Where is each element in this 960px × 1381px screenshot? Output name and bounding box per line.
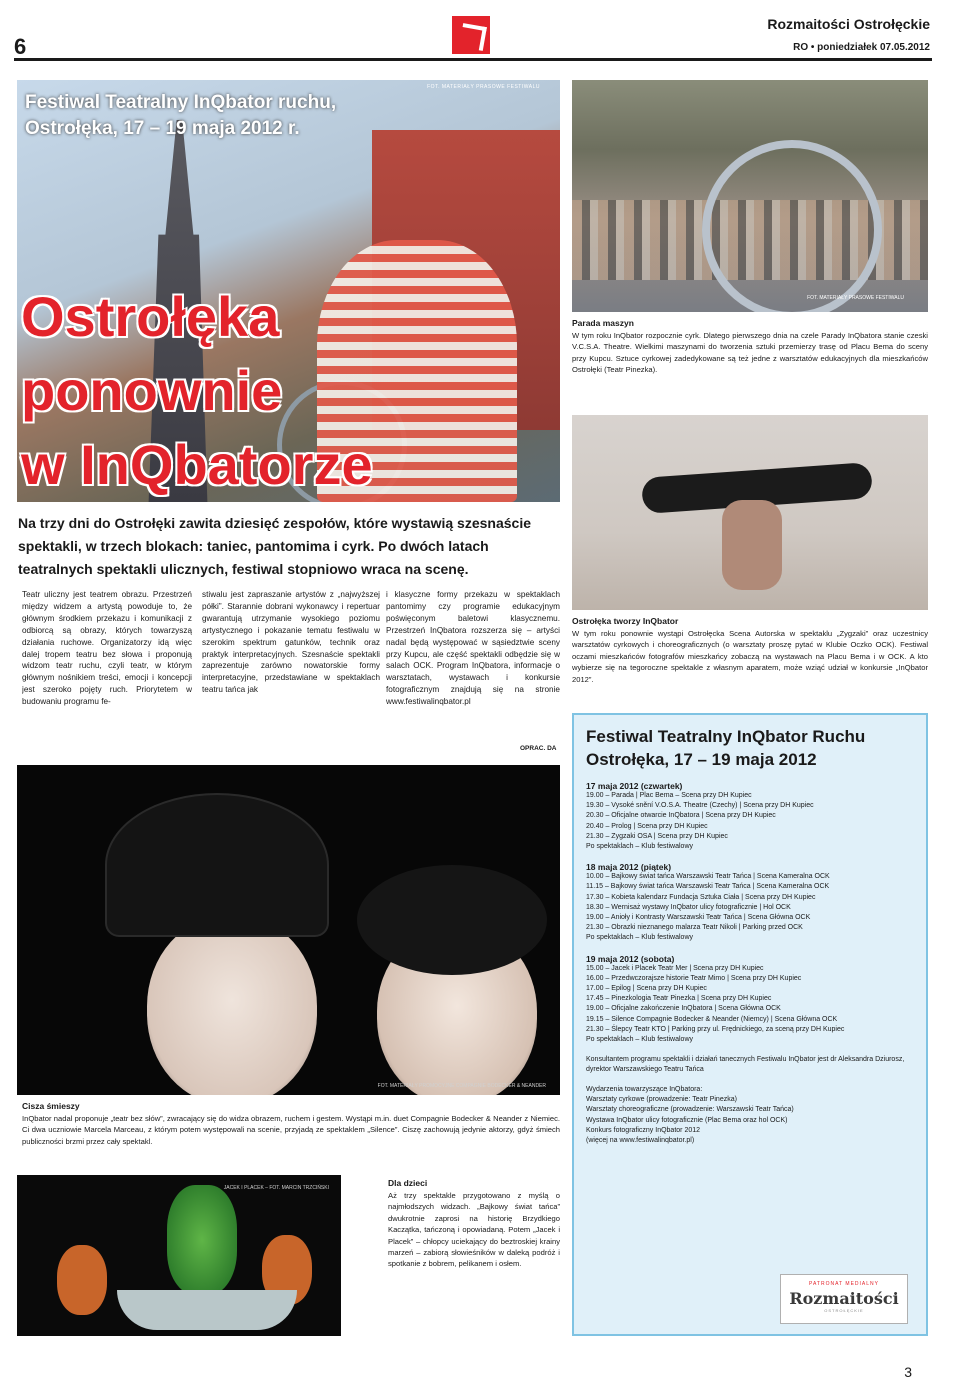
program-item: Po spektaklach – Klub festiwalowy — [586, 934, 693, 942]
program-item: 11.15 – Bajkowy świat tańca Warszawski Teatr Tańca | Scena Kameralna OCK — [586, 883, 830, 891]
header-rule — [14, 58, 932, 61]
program-day-title: 19 maja 2012 (sobota) — [586, 953, 675, 964]
media-patron-logo — [780, 1274, 908, 1324]
side-event-item: Konkurs fotograficzny InQbator 2012 — [586, 1126, 701, 1134]
mime-duo-photo — [17, 765, 560, 1095]
side-event-item: Warsztaty cyrkowe (prowadzenie: Teatr Pinezka) — [586, 1096, 737, 1104]
program-title-line: Festiwal Teatralny InQbator Ruchu — [586, 727, 866, 746]
parade-photo — [572, 80, 928, 312]
program-item: Po spektaklach – Klub festiwalowy — [586, 1036, 693, 1044]
beret-shape — [357, 865, 547, 975]
article-signature: OPRAC. DA — [520, 745, 557, 752]
puppet-figure-shape — [167, 1185, 237, 1295]
program-item: 17.30 – Kobieta kalendarz Fundacja Sztuka Ciała | Scena przy DH Kupiec — [586, 893, 816, 901]
dancer-photo — [572, 415, 928, 610]
bowl-shape — [117, 1290, 297, 1330]
caption-body: Aż trzy spektakle przygotowano z myślą o najmłodszych widzach. „Bajkowy świat tańca” dwukrotnie zaprosi na historię Brzydkiego Kaczątka, tańczoną i opowiadaną. Potem „Jacek i Placek” – chłopcy uciekający do beztroskiej krainy marzeń – zabiorą słowieśników w daleką podróż i spotkanie z bobrem, pelikanem i osłem. — [388, 1191, 560, 1269]
footer-page-number: 3 — [904, 1364, 912, 1380]
page-number: 6 — [14, 34, 27, 59]
program-day-title: 18 maja 2012 (piątek) — [586, 862, 672, 873]
side-event-item: (więcej na www.festiwalinqbator.pl) — [586, 1137, 695, 1145]
publication-name: Rozmaitości Ostrołęckie — [767, 16, 930, 32]
puppet-figure-shape — [57, 1245, 107, 1315]
program-item: 21.30 – Obrazki nieznanego malarza Teatr Nikoli | Parking przed OCK — [586, 924, 803, 932]
program-item: 17.45 – Pinezkologia Teatr Pinezka | Scena przy DH Kupiec — [586, 995, 772, 1003]
program-item: 20.30 – Oficjalne otwarcie InQbatora | Scena przy DH Kupiec — [586, 812, 776, 820]
caption-title: Parada maszyn — [572, 318, 634, 328]
program-consultant-note: Konsultantem programu spektakli i działań tanecznych Festiwalu InQbator jest dr Aleksandra Dziurosz, dyrektor Warszawskiego Teatru Tańca — [586, 1056, 905, 1074]
headline-line: ponownie — [21, 359, 283, 422]
newspaper-logo-icon — [452, 16, 490, 54]
photo-credit: FOT. MATERIAŁY PROMOCYJNE COMPAGNIE BODECKER & NEANDER — [377, 1083, 546, 1089]
program-item: 19.00 – Anioły i Kontrasty Warszawski Teatr Tańca | Scena Główna OCK — [586, 914, 811, 922]
festival-program-box — [572, 713, 928, 1336]
headline-line: w InQbatorze — [21, 433, 373, 496]
article-column-1: Teatr uliczny jest teatrem obrazu. Przestrzeń między widzem a artystą powoduje to, że głównym środkiem przekazu i komunikacji z odbiorcą są obrazy, których towarzyszą działania ruchowe. Organizatorzy idą więc dalej tropem teatru bez słowa i proponują widzom teatr ruchu, czyli teatr, w którym głównym nośnikiem treści, emocji i koncepcji jest szeroko pojęty ruch. Priorytetem w budowaniu programu fe- — [22, 590, 192, 707]
photo-credit: FOT. MATERIAŁY PRASOWE FESTIWALU — [427, 84, 540, 90]
program-item: Po spektaklach – Klub festiwalowy — [586, 843, 693, 851]
program-item: 19.00 – Parada | Plac Bema – Scena przy DH Kupiec — [586, 792, 752, 799]
article-column-3: i klasyczne formy przekazu w spektaklach pantomimy czy programie edukacyjnym poświęconym baletowi klasycznemu. Przestrzeń InQbatora rozszerza się – artyści nadal będą występować w sąsiedztwie sceny przy Kupcu, ale część spektakli odbędzie się w salach OCK. Program InQbatora, informacje o warsztatach, wystawach i konkursie fotograficznym znajdują się na stronie www.festiwalinqbator.pl — [386, 590, 560, 707]
caption-body: W tym roku InQbator rozpocznie cyrk. Dlatego pierwszego dnia na czele Parady InQbatora stanie czeski V.C.S.A. Theatre. Wielkimi maszynami do tworzenia sztuki przemierzy trasę od Placu Bema do sceny przy Kupcu. Sztuce cyrkowej zadedykowane są też jedne z warsztatów edukacyjnych dla mieszkańców Ostrołęki (Teatr Pinezka). — [572, 331, 928, 375]
program-item: 16.00 – Przedwczorajsze historie Teatr Mimo | Scena przy DH Kupiec — [586, 974, 802, 982]
program-item: 17.00 – Epilog | Scena przy DH Kupiec — [586, 985, 707, 993]
caption-title: Ostrołęka tworzy InQbator — [572, 616, 679, 626]
festival-title — [25, 90, 365, 142]
program-item: 21.30 – Ślepcy Teatr KTO | Parking przy ul. Frędnickiego, za sceną przy DH Kupiec — [586, 1025, 845, 1033]
logo-tag: PATRONAT MEDIALNY — [809, 1281, 879, 1287]
article-lead: Na trzy dni do Ostrołęki zawita dziesięć zespołów, które wystawią szesnaście spektakli, w trzech blokach: taniec, pantomima i cyrk. Po dwóch latach teatralnych spektakli ulicznych, festiwal stopniowo wraca na scenę. — [18, 515, 531, 577]
program-title-line: Ostrołęka, 17 – 19 maja 2012 — [586, 750, 817, 769]
program-item: 15.00 – Jacek i Placek Teatr Mer | Scena przy DH Kupiec — [586, 964, 764, 972]
program-day-title: 17 maja 2012 (czwartek) — [586, 781, 683, 791]
mime-face-shape — [147, 915, 317, 1095]
top-hat-shape — [107, 795, 327, 935]
dancer-arm-shape — [722, 500, 782, 590]
program-item: 19.30 – Vysoké snění V.O.S.A. Theatre (Czechy) | Scena przy DH Kupiec — [586, 802, 814, 810]
puppet-show-photo — [17, 1175, 341, 1336]
logo-name: Rozmaitości — [789, 1289, 899, 1308]
program-item: 10.00 – Bajkowy świat tańca Warszawski Teatr Tańca | Scena Kameralna OCK — [586, 873, 830, 881]
program-title — [586, 725, 914, 771]
program-item: 19.15 – Silence Compagnie Bodecker & Neander (Niemcy) | Scena Główna OCK — [586, 1015, 838, 1023]
side-event-item: Warsztaty choreograficzne (prowadzenie: Warszawski Teatr Tańca) — [586, 1106, 794, 1114]
side-event-item: Wystawa InQbator ulicy fotograficznie (Plac Bema oraz hol OCK) — [586, 1116, 788, 1124]
article-headline — [21, 280, 421, 502]
festival-title-line: Ostrołęka, 17 – 19 maja 2012 r. — [25, 118, 300, 139]
program-item: 19.00 – Oficjalne zakończenie InQbatora | Scena Główna OCK — [586, 1005, 781, 1013]
festival-title-line: Festiwal Teatralny InQbator ruchu, — [25, 92, 337, 113]
hero-photo — [17, 80, 560, 502]
program-item: 21.30 – Zygzaki OSA | Scena przy DH Kupiec — [586, 832, 728, 840]
logo-sub: OSTROŁĘCKIE — [824, 1308, 864, 1313]
dateline: RO • poniedziałek 07.05.2012 — [793, 42, 930, 53]
caption-title: Cisza śmieszy — [22, 1101, 80, 1111]
caption-body: InQbator nadal proponuje „teatr bez słów”, zwracający się do widza obrazem, ruchem i gestem. Wystąpi m.in. duet Compagnie Bodecker & Neander z Niemiec. Ci dwa uczniowie Marcela Marceau, z którym potem występowali na scenie, przyjadą ze spektaklem „Silence”. Ciszę zachowują jedynie aktorzy, gdyż śmiech publiczności brzmi przez cały spektakl. — [22, 1114, 560, 1146]
program-item: 18.30 – Wernisaż wystawy InQbator ulicy fotograficznie | Hol OCK — [586, 903, 791, 911]
headline-line: Ostrołęka — [21, 285, 280, 348]
photo-credit: FOT. MATERIAŁY PRASOWE FESTIWALU — [807, 295, 904, 301]
gyro-wheel-shape — [702, 140, 882, 312]
caption-body: W tym roku ponownie wystąpi Ostrołęcka Scena Autorska w spektaklu „Zygzaki” oraz uczestnicy warsztatów cyrkowych i choreograficznych (o warsztaty proszę pytać w Klubie Oczko OCK). Festiwal oczami mieszkańców fotografów mieszkańcy zobaczą na wystawach na Placu Bema i w OCK. A kto wybierze się na tegoroczne spektakle z własnym aparatem, może wziąć udział w konkursie „InQbator 2012”. — [572, 629, 928, 684]
program-item: 20.40 – Prolog | Scena przy DH Kupiec — [586, 822, 708, 830]
photo-credit: JACEK I PLACEK – FOT. MARCIN TRZCIŃSKI — [223, 1185, 329, 1191]
article-column-2: stiwalu jest zapraszanie artystów z „najwyższej półki”. Starannie dobrani wykonawcy i repertuar gwarantują utrzymanie wysokiego poziomu artystycznego i pokazanie tematu festiwalu w szerokim spektrum gatunków, technik oraz praktyk interpretacyjnych. Szesnaście spektakli zaprezentuje zarówno nowatorskie formy interpretacyjne, przedstawiane w spektaklach teatru tańca jak — [202, 590, 380, 695]
side-events-title: Wydarzenia towarzyszące InQbatora: — [586, 1086, 703, 1094]
caption-title: Dla dzieci — [388, 1178, 428, 1188]
